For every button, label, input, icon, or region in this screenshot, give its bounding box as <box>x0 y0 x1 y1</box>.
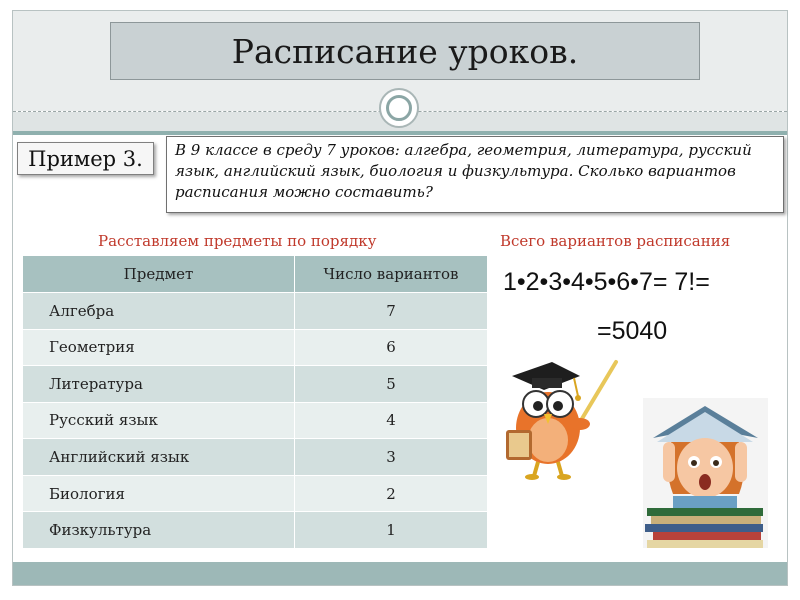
subject-cell: Алгебра <box>23 293 295 330</box>
problem-text: В 9 классе в среду 7 уроков: алгебра, геометрия, литература, русский язык, английский язык, биология и физкультура. Сколько вариантов расписания можно составить? <box>175 141 752 201</box>
slide-title: Расписание уроков. <box>231 31 579 71</box>
ring-ornament-icon <box>379 88 419 128</box>
table-row <box>23 475 488 512</box>
count-cell: 3 <box>295 439 488 476</box>
schedule-table <box>22 255 488 549</box>
factorial-result: =5040 <box>597 317 668 345</box>
factorial-formula: 1•2•3•4•5•6•7= 7!= <box>503 268 710 296</box>
header-subject: Предмет <box>23 256 295 293</box>
table-row <box>23 366 488 403</box>
subject-cell: Английский язык <box>23 439 295 476</box>
table-header-row <box>23 256 488 293</box>
subject-cell: Русский язык <box>23 402 295 439</box>
stressed-student-icon <box>643 398 768 548</box>
subject-cell: Геометрия <box>23 329 295 366</box>
example-label-box <box>17 142 154 175</box>
count-cell: 4 <box>295 402 488 439</box>
subject-cell: Физкультура <box>23 512 295 549</box>
ring-inner <box>386 95 412 121</box>
count-cell: 7 <box>295 293 488 330</box>
table-row <box>23 329 488 366</box>
table-row <box>23 402 488 439</box>
problem-box <box>166 136 784 213</box>
table-row <box>23 293 488 330</box>
title-box <box>110 22 700 80</box>
example-label: Пример 3. <box>28 146 143 171</box>
total-caption: Всего вариантов расписания <box>500 232 731 250</box>
count-cell: 5 <box>295 366 488 403</box>
table-row <box>23 439 488 476</box>
subject-cell: Литература <box>23 366 295 403</box>
header-count: Число вариантов <box>295 256 488 293</box>
count-cell: 1 <box>295 512 488 549</box>
table-caption: Расставляем предметы по порядку <box>98 232 377 250</box>
count-cell: 6 <box>295 329 488 366</box>
table-row <box>23 512 488 549</box>
owl-teacher-icon <box>498 352 622 480</box>
count-cell: 2 <box>295 475 488 512</box>
subject-cell: Биология <box>23 475 295 512</box>
